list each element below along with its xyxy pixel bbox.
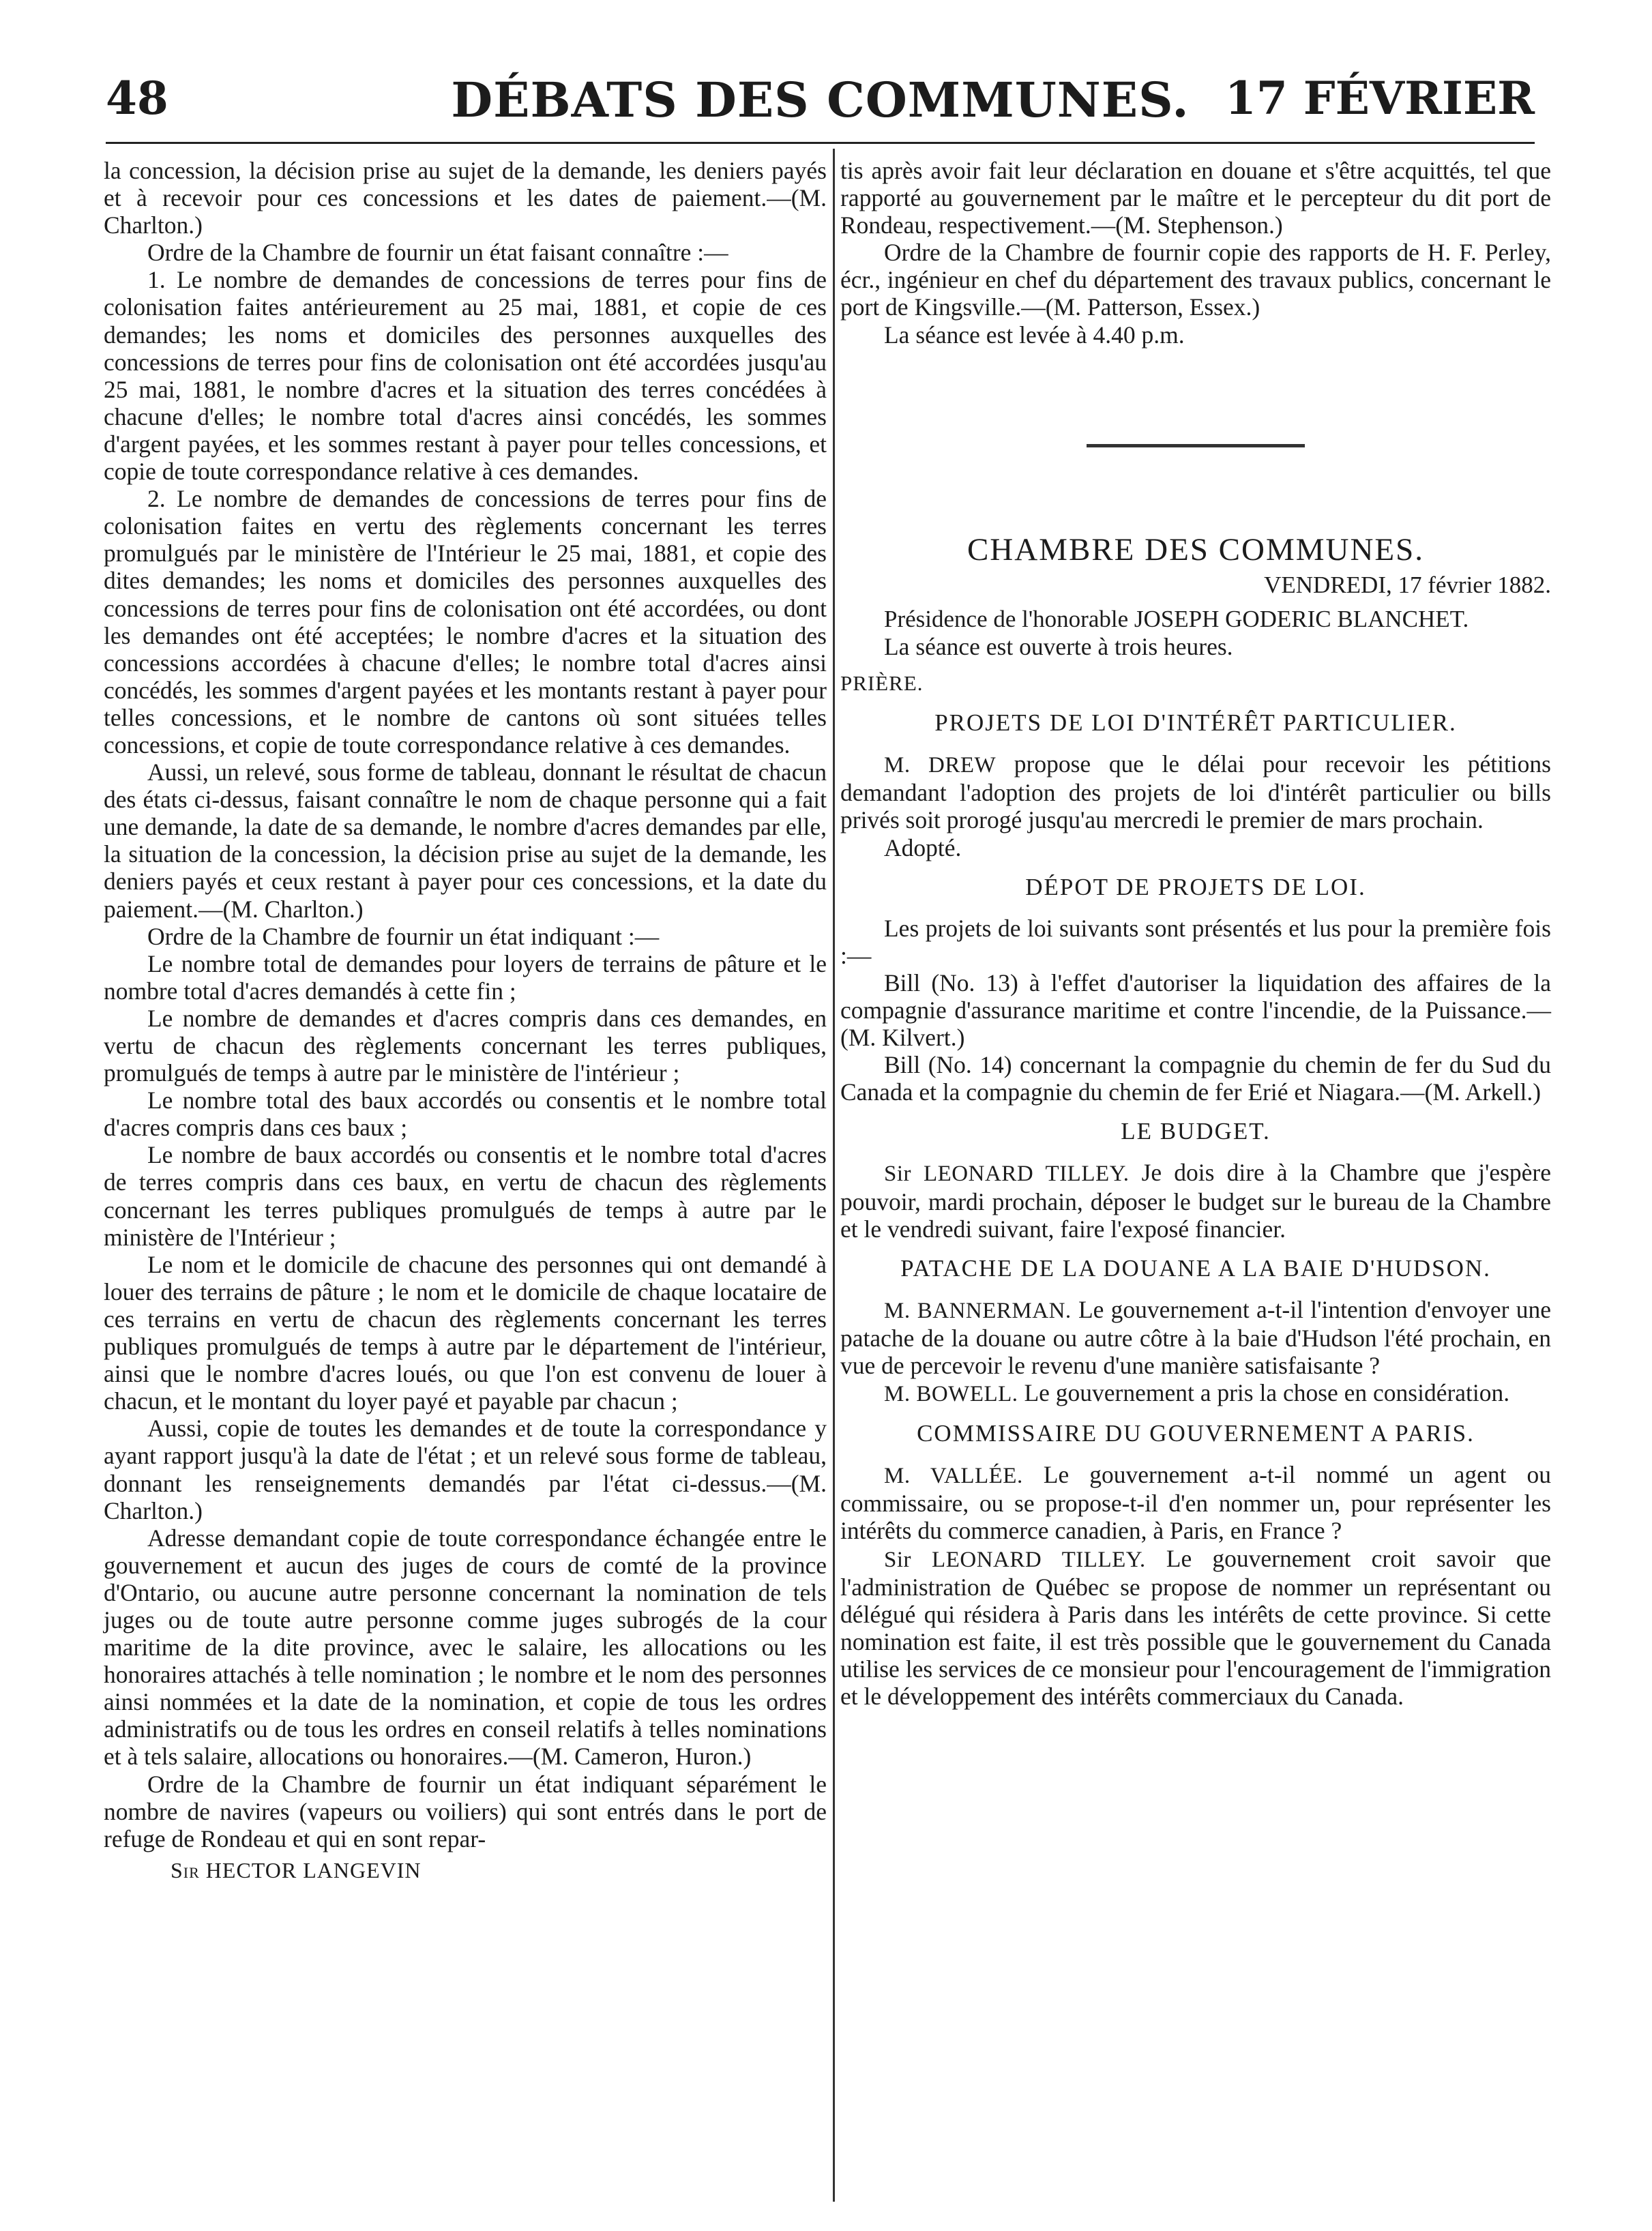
bannerman-question [840,1296,1551,1379]
sitting-opened: La séance est ouverte à trois heures. [884,632,1233,660]
tilley-budget-statement [840,1159,1551,1242]
prayer-heading: PRIÈRE. [840,671,924,696]
section-heading-private-bills: PROJETS DE LOI D'INTÉRÊT PARTICULIER. [934,709,1457,737]
speaker-name: M. DREW [884,753,997,778]
left-paragraph-2: Ordre de la Chambre de fournir un état faisant connaître :— [147,239,728,267]
column-divider [833,149,835,2202]
left-paragraph-3: 1. Le nombre de demandes de concessions de terres pour fins de colonisation faites antérieurement au 25 mai, 1881, et copie de ces demandes; les noms et domiciles des personnes auxquelles des concessions de terres pour fins de colonisation ont été accordées jusqu'au 25 mai, 1881, le nombre d'acres et la situation des terres concédées à chacune d'elles; le nombre total d'acres ainsi concédés, les sommes d'argent payées, et les sommes restant à payer pour telles concessions, et copie de toute correspondance relative à ces demandes. [104,266,827,486]
left-paragraph-7: Le nombre total de demandes pour loyers de terrains de pâture et le nombre total d'acres demandés à cette fin ; [104,949,827,1005]
left-paragraph-10: Le nombre de baux accordés ou consentis et le nombre total d'acres de terres compris dans ces baux, en vertu de chacun des règlements concernant les terres publiques promulgués de temps à autre par le ministère de l'Intérieur ; [104,1141,827,1251]
left-paragraph-5: Aussi, un relevé, sous forme de tableau, donnant le résultat de chacun des états ci-dessus, faisant connaître le nom de chaque personne qui a fait une demande, la date de sa demande, le nombre d'acres demandes par elle, la situation de la concession, la décision prise au sujet de la demande, les deniers payés et ceux restant à payer pour ces concessions, et la date du paiement.—(M. Charlton.) [104,758,827,923]
left-paragraph-13: Adresse demandant copie de toute correspondance échangée entre le gouvernement et aucun des juges de cours de comté de la province d'Ontario, ou aucune autre personne concernant la nomination de tels juges ou de toute autre personne comme juges subrogés de la cour maritime de la dite province, avec le salaire, les allocations ou les honoraires attachés à telle nomination ; le nombre et le nom des personnes ainsi nommées et la date de la nomination, et copie de tous les ordres administratifs ou de tous les ordres en conseil relatifs à telles nominations et à tels salaire, allocations ou honoraires.—(M. Cameron, Huron.) [104,1524,827,1771]
left-paragraph-6: Ordre de la Chambre de fournir un état indiquant :— [147,922,660,950]
section-separator [1087,444,1305,447]
signature: Sir HECTOR LANGEVIN [171,1857,422,1882]
tilley-paris-answer [840,1545,1551,1711]
sitting-date: VENDREDI, 17 février 1882. [1264,571,1551,598]
speaker-name: Sir LEONARD TILLEY. [884,1162,1130,1187]
bill-14: Bill (No. 14) concernant la compagnie du chemin de fer du Sud du Canada et la compagnie du chemin de fer Erié et Niagara.—(M. Arkell.) [840,1051,1551,1106]
section-heading-paris-commissioner: COMMISSAIRE DU GOUVERNEMENT A PARIS. [917,1420,1475,1447]
section-heading-budget: LE BUDGET. [1121,1118,1271,1145]
vallee-question [840,1461,1551,1544]
right-column [840,157,1551,1710]
bill-13: Bill (No. 13) à l'effet d'autoriser la liquidation des affaires de la compagnie d'assurance maritime et contre l'incendie, de la Puissance.—(M. Kilvert.) [840,969,1551,1052]
left-paragraph-8: Le nombre de demandes et d'acres compris dans ces demandes, en vertu de chacun des règlements concernant les terres publiques, promulgués de temps à autre par le ministère de l'intérieur ; [104,1004,827,1087]
speaker-name: Sir LEONARD TILLEY. [884,1547,1146,1572]
left-paragraph-4: 2. Le nombre de demandes de concessions de terres pour fins de colonisation faites en vertu des règlements concernant les terres promulgués par le ministère de l'Intérieur le 25 mai, 1881, et copie des dites demandes; les noms et domiciles des personnes auxquelles des concessions de terres pour fins de colonisation ont été accordées, ou dont les demandes ont été acceptées; le nombre d'acres et la situation des concessions accordées à chacune d'elles; le nombre total d'acres ainsi concédés, les sommes d'argent payées et les montants restant à payer pour telles concessions, et le nombre de cantons où sont situées telles concessions, et copie de toute correspondance relative à ces demandes. [104,485,827,758]
right-paragraph-2: Ordre de la Chambre de fournir copie des rapports de H. F. Perley, écr., ingénieur en chef du département des travaux publics, concernant le port de Kingsville.—(M. Patterson, Essex.) [840,239,1551,321]
right-paragraph-1: tis après avoir fait leur déclaration en douane et s'être acquittés, tel que rapporté au gouvernement par le maître et le percepteur du dit port de Rondeau, respectivement.—(M. Stephenson.) [840,157,1551,239]
speech-text: propose que le délai pour recevoir les pétitions demandant l'adoption des projets de loi d'intérêt particulier ou bills privés soit prorogé jusqu'au mercredi le premier de mars prochain. [840,750,1551,834]
header-date: 17 FÉVRIER [1224,72,1535,125]
drew-motion [840,750,1551,833]
speech-text: Le gouvernement a pris la chose en considération. [1018,1379,1510,1407]
header-rule [106,142,1535,144]
adopted-note: Adopté. [884,833,962,861]
speech-text: Le gouvernement a-t-il nommé un agent ou commissaire, ou se propose-t-il d'en nommer un, pour représenter les intérêts du commerce canadien, à Paris, en France ? [840,1461,1552,1545]
speech-text: Le gouvernement a-t-il l'intention d'envoyer une patache de la douane ou autre côtre à la baie d'Hudson l'été prochain, en vue de percevoir le revenu d'une manière satisfaisante ? [840,1295,1551,1379]
left-paragraph-9: Le nombre total des baux accordés ou consentis et le nombre total d'acres compris dans ces baux ; [104,1087,827,1142]
page-title: DÉBATS DES COMMUNES. [451,72,1190,128]
section-heading-hudson-bay: PATACHE DE LA DOUANE A LA BAIE D'HUDSON. [900,1254,1491,1282]
speaker-name: M. BOWELL. [884,1382,1018,1407]
presidence: Présidence de l'honorable JOSEPH GODERIC BLANCHET. [884,605,1469,632]
left-paragraph-12: Aussi, copie de toutes les demandes et de toute la correspondance y ayant rapport jusqu'à la date de l'état ; et un relevé sous forme de tableau, donnant les renseignements demandés par l'état ci-dessus.—(M. Charlton.) [104,1415,827,1524]
left-paragraph-14: Ordre de la Chambre de fournir un état indiquant séparément le nombre de navires (vapeurs ou voiliers) qui sont entrés dans le port de refuge de Rondeau et qui en sont repar- [104,1770,827,1852]
page-number: 48 [106,72,168,125]
bills-intro: Les projets de loi suivants sont présentés et lus pour la première fois :— [840,914,1551,969]
speech-text: Je dois dire à la Chambre que j'espère pouvoir, mardi prochain, déposer le budget sur le bureau de la Chambre et le vendredi suivant, faire l'exposé financier. [840,1159,1552,1243]
left-column [104,157,827,1884]
left-paragraph-11: Le nom et le domicile de chacune des personnes qui ont demandé à louer des terrains de pâture ; le nom et le domicile de chaque locataire de ces terrains en vertu de chacun des règlements concernant les terres publiques promulgués de temps à autre par le département de l'intérieur, ainsi que le nombre d'acres loués, ou que l'on est convenu de louer à chacun, et le montant du loyer payé et payable par chacun ; [104,1250,827,1415]
bowell-answer [840,1379,1551,1408]
page-header [106,72,1535,133]
speaker-name: M. BANNERMAN. [884,1298,1072,1323]
left-paragraph-1: la concession, la décision prise au sujet de la demande, les deniers payés et à recevoir pour ces concessions et les dates de paiement.—(M. Charlton.) [104,157,827,239]
speaker-name: M. VALLÉE. [884,1464,1023,1489]
chamber-title: CHAMBRE DES COMMUNES. [967,531,1425,567]
section-heading-bills-deposit: DÉPOT DE PROJETS DE LOI. [1025,873,1366,900]
speech-text: Le gouvernement croit savoir que l'administration de Québec se propose de nommer un représentant ou délégué qui résidera à Paris dans les intérêts de cette province. Si cette nomination est faite, il est très possible que le gouvernement du Canada utilise les services de ce monsieur pour l'encouragement de l'immigration et le développement des intérêts commerciaux du Canada. [840,1544,1552,1711]
adjournment: La séance est levée à 4.40 p.m. [884,321,1185,349]
